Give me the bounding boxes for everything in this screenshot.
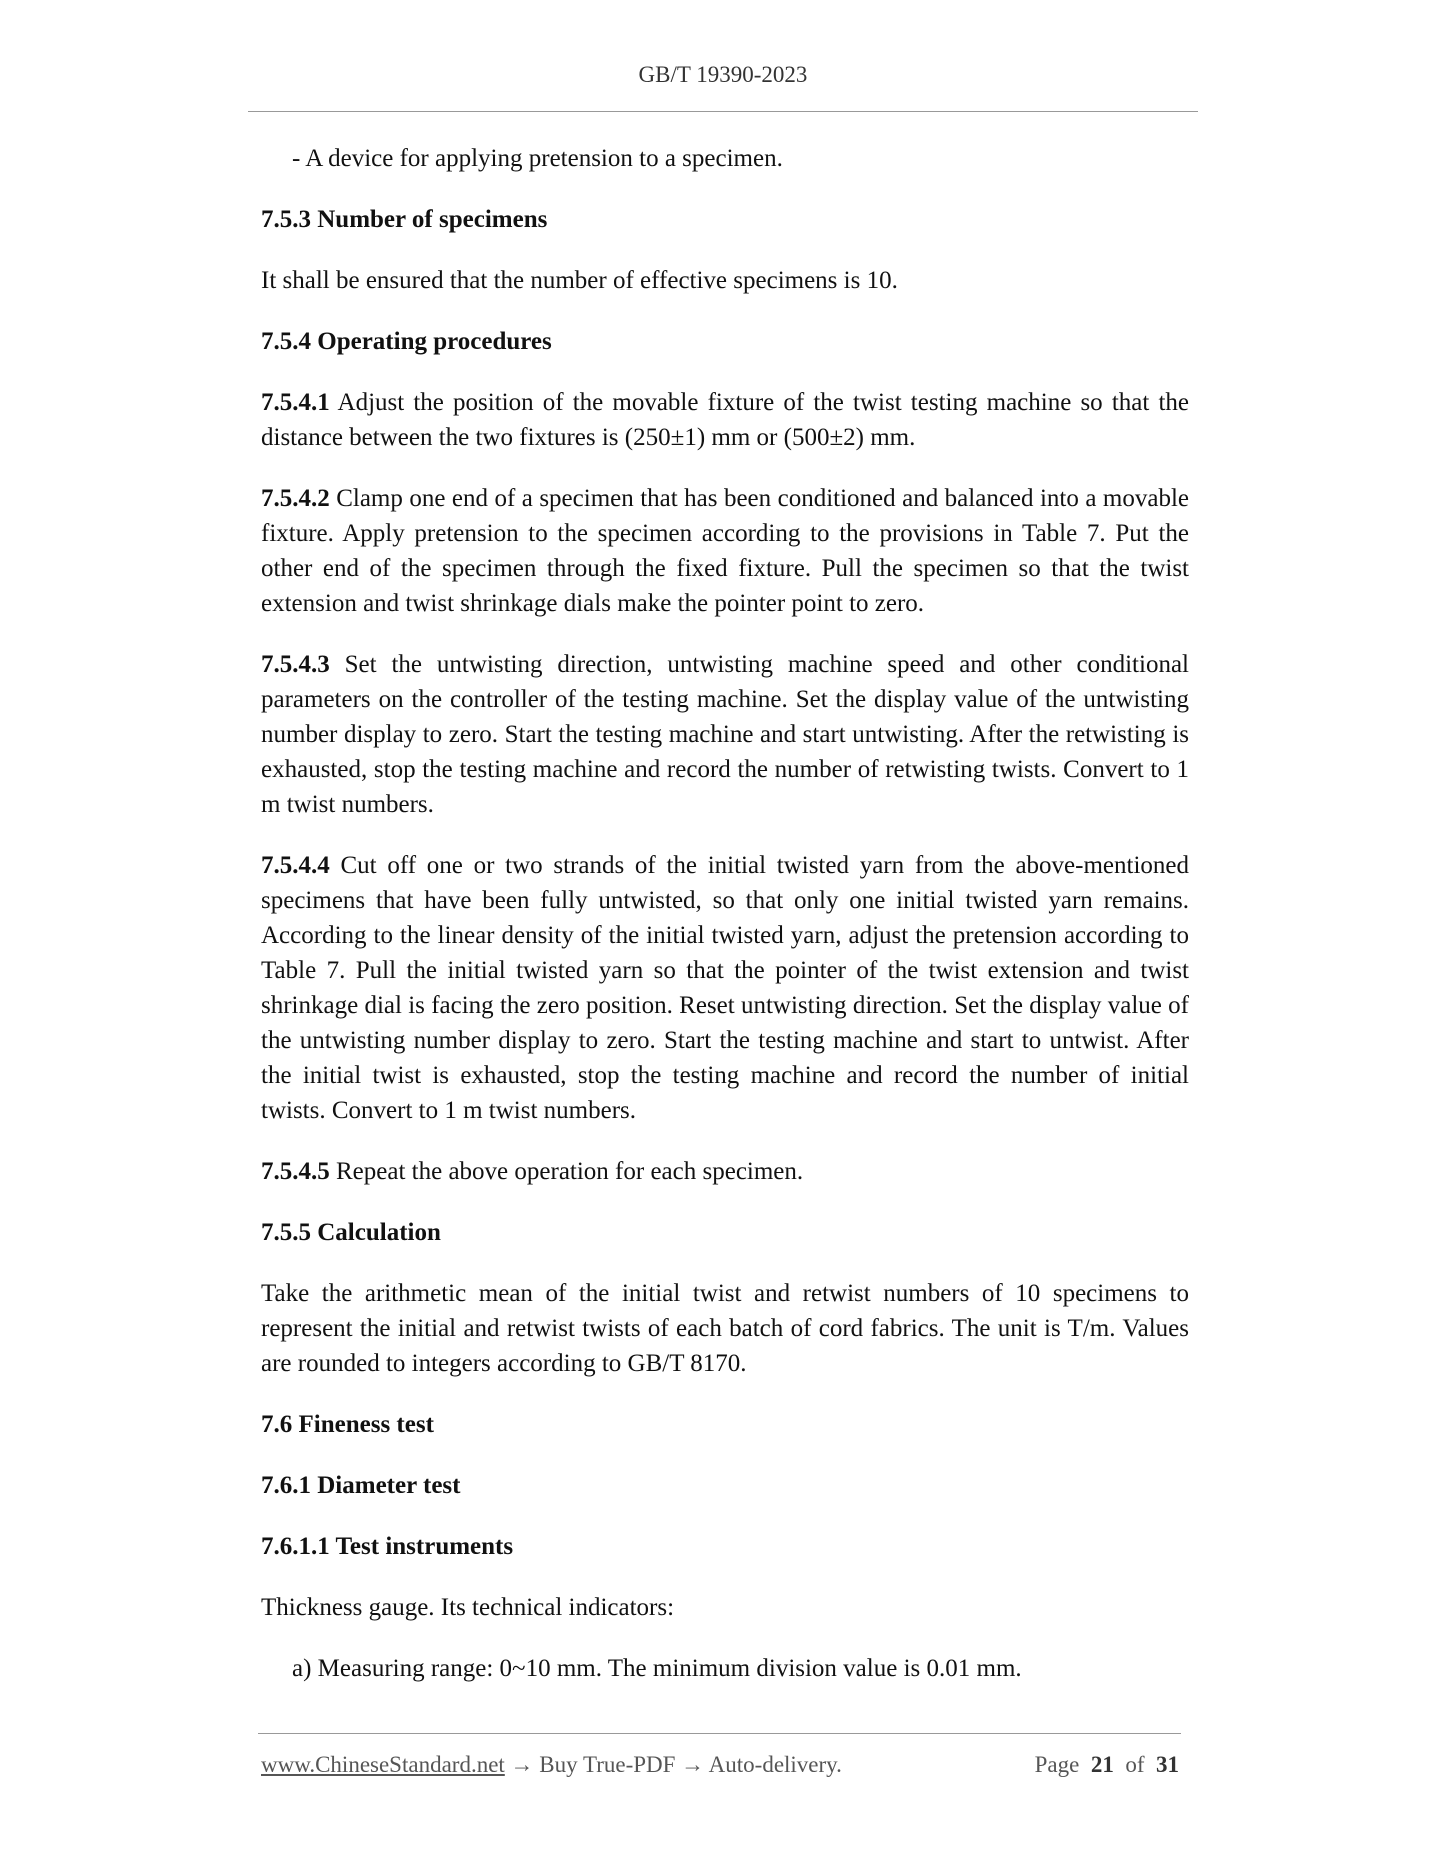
heading-7-6-1: 7.6.1 Diameter test: [261, 1472, 461, 1499]
paragraph-7-5-4-4: [261, 848, 1189, 1128]
clause-number: 7.5.4.3: [261, 651, 330, 678]
device-list-item: - A device for applying pretension to a specimen.: [292, 145, 783, 172]
clause-text: Cut off one or two strands of the initial twisted yarn from the above-mentioned specimens that have been fully untwisted, so that only one initial twisted yarn remains. According to the linear density of the initial twisted yarn, adjust the pretension according to Table 7. Pull the initial twisted yarn so that the pointer of the twist extension and twist shrinkage dial is facing the zero position. Reset untwisting direction. Set the display value of the untwisting number display to zero. Start the testing machine and start to untwist. After the initial twist is exhausted, stop the testing machine and record the number of initial twists. Convert to 1 m twist numbers.: [261, 852, 1189, 1124]
clause-number: 7.5.4.5: [261, 1158, 330, 1185]
website-link[interactable]: www.ChineseStandard.net: [261, 1752, 505, 1777]
clause-number: 7.5.4.4: [261, 852, 330, 879]
paragraph-7-5-3: It shall be ensured that the number of effective specimens is 10.: [261, 267, 898, 294]
paragraph-7-5-5: Take the arithmetic mean of the initial twist and retwist numbers of 10 specimens to represent the initial and retwist twists of each batch of cord fabrics. The unit is T/m. Values are rounded to integers according to GB/T 8170.: [261, 1280, 1189, 1377]
clause-number: 7.5.4.2: [261, 485, 330, 512]
clause-text: Set the untwisting direction, untwisting machine speed and other conditional parameters on the controller of the testing machine. Set the display value of the untwisting number display to zero. Start the testing machine and start untwisting. After the retwisting is exhausted, stop the testing machine and record the number of retwisting twists. Convert to 1 m twist numbers.: [261, 651, 1189, 818]
list-item-a: a) Measuring range: 0~10 mm. The minimum division value is 0.01 mm.: [292, 1655, 1022, 1682]
paragraph-7-5-4-3: [261, 647, 1189, 822]
paragraph-7-5-4-2: [261, 481, 1189, 621]
document-body: [261, 141, 1189, 1712]
page-number: 21: [1090, 1752, 1114, 1777]
heading-7-5-4: 7.5.4 Operating procedures: [261, 328, 552, 355]
clause-number: 7.5.4.1: [261, 389, 330, 416]
heading-7-5-5: 7.5.5 Calculation: [261, 1219, 441, 1246]
of-word: of: [1125, 1752, 1145, 1777]
page-footer: [261, 1752, 1179, 1778]
paragraph-7-5-4-1: [261, 385, 1189, 455]
page-indicator: [1035, 1752, 1179, 1778]
clause-text: Adjust the position of the movable fixture of the twist testing machine so that the distance between the two fixtures is (250±1) mm or (500±2) mm.: [261, 389, 1189, 451]
clause-text: Clamp one end of a specimen that has been conditioned and balanced into a movable fixture. Apply pretension to the specimen according to the provisions in Table 7. Put the other end of the specimen through the fixed fixture. Pull the specimen so that the twist extension and twist shrinkage dials make the pointer point to zero.: [261, 485, 1189, 617]
paragraph-7-6-1-1: Thickness gauge. Its technical indicators:: [261, 1594, 675, 1621]
heading-7-6: 7.6 Fineness test: [261, 1411, 434, 1438]
clause-text: Repeat the above operation for each specimen.: [329, 1158, 804, 1185]
paragraph-7-5-4-5: [261, 1154, 1189, 1189]
promo-text: → Buy True-PDF → Auto-delivery.: [504, 1752, 842, 1777]
heading-7-6-1-1: 7.6.1.1 Test instruments: [261, 1533, 514, 1560]
page-total: 31: [1156, 1752, 1179, 1777]
footer-divider: [258, 1733, 1181, 1734]
document-header: GB/T 19390-2023: [638, 62, 808, 87]
heading-7-5-3: 7.5.3 Number of specimens: [261, 206, 548, 233]
footer-promo: [261, 1752, 842, 1778]
header-divider: [248, 111, 1198, 112]
page-word: Page: [1034, 1752, 1080, 1777]
